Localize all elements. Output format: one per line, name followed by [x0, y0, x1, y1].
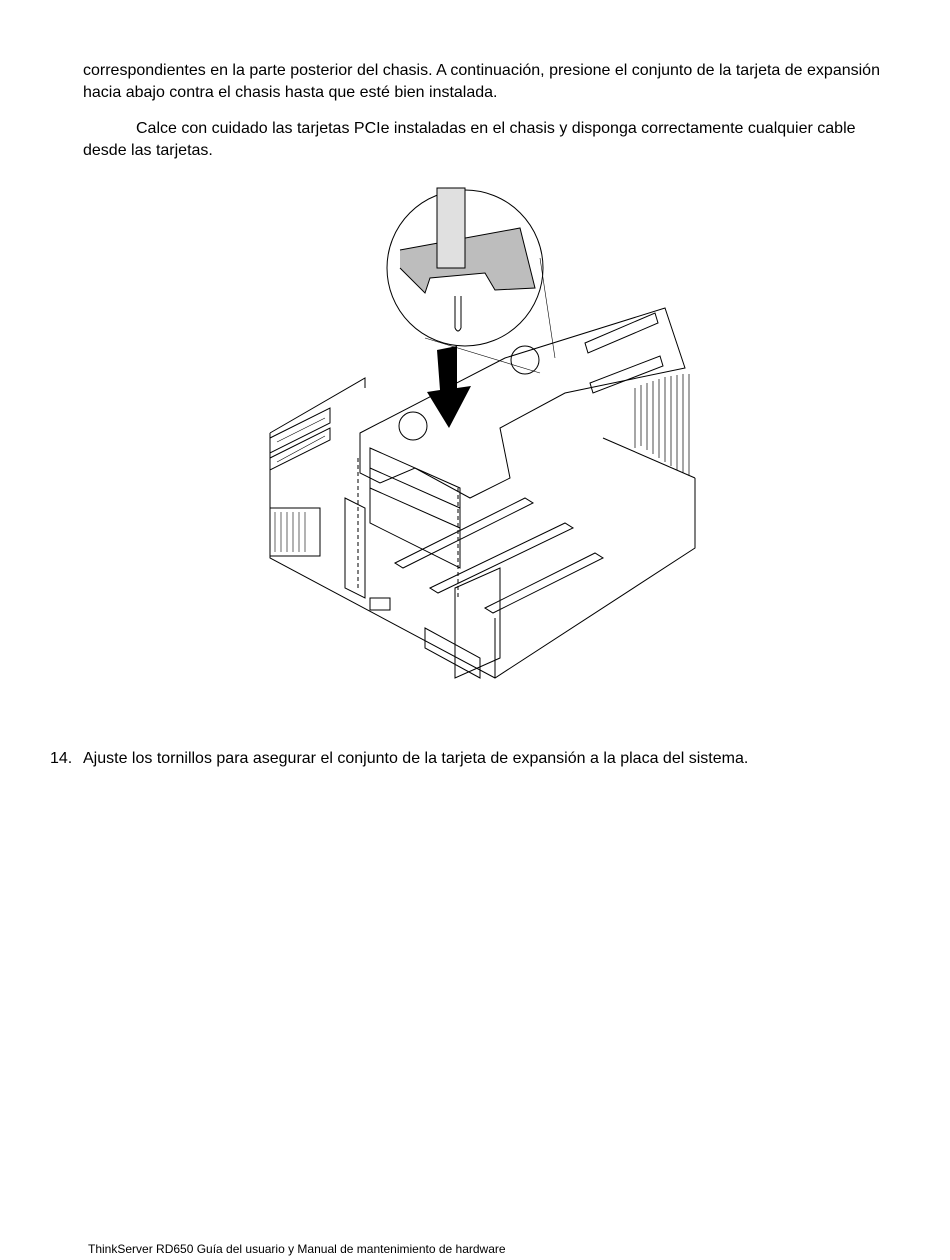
step-number: 14.: [50, 750, 73, 767]
down-arrow-icon: [427, 346, 471, 428]
step-text: Ajuste los tornillos para asegurar el conjunto de la tarjeta de expansión a la placa del sistema.: [83, 750, 749, 767]
riser-card-installation-illustration: [265, 178, 705, 688]
page-footer: ThinkServer RD650 Guía del usuario y Manual de mantenimiento de hardware: [88, 1242, 506, 1256]
instruction-paragraph-continued: correspondientes en la parte posterior del chasis. A continuación, presione el conjunto de la tarjeta de expansión hacia abajo contra el chasis hasta que esté bien instalada.: [83, 62, 880, 101]
instruction-paragraph-pcie: Calce con cuidado las tarjetas PCIe instaladas en el chasis y disponga correctamente cualquier cable desde las tarjetas.: [83, 120, 856, 159]
step-14: [50, 748, 910, 770]
